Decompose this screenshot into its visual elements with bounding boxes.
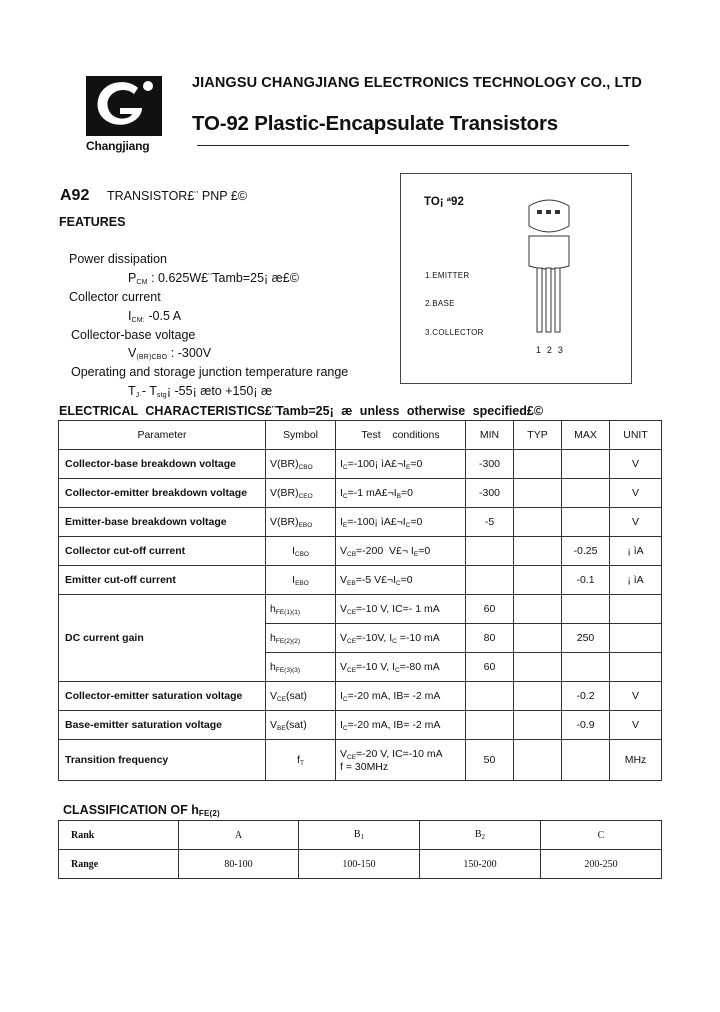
feature-label: Operating and storage junction temperature range <box>71 365 349 379</box>
condition-cell: IC=-1 mA£¬IB=0 <box>336 479 466 508</box>
header-cell: $B_1$ <box>299 821 420 850</box>
param-cell: Collector-base breakdown voltage <box>59 450 266 479</box>
feature-value: $V_{(BR)CBO}$ : -300V <box>128 346 212 361</box>
min-cell: 50 <box>466 740 514 781</box>
param-cell: Transition frequency <box>59 740 266 781</box>
document-title: TO-92 Plastic-Encapsulate Transistors <box>192 112 558 135</box>
unit-cell: ¡ ìA <box>610 537 662 566</box>
classification-table <box>58 820 662 879</box>
symbol-cell: IEBO <box>266 566 336 595</box>
classification-heading: CLASSIFICATION OF $h_{FE(2)}$ <box>63 803 220 818</box>
feature-label: Collector-base voltage <box>71 328 196 342</box>
symbol-cell: VBE(sat) <box>266 711 336 740</box>
symbol-cell: V(BR)EBO <box>266 508 336 537</box>
header-cell: $B_2$ <box>420 821 541 850</box>
part-number: A92 <box>60 187 90 204</box>
features-heading: FEATURES <box>59 215 126 229</box>
header-cell: Rank <box>59 821 179 850</box>
param-cell: Collector cut-off current <box>59 537 266 566</box>
symbol-cell: hFE(3)(3) <box>266 653 336 682</box>
table-row <box>59 566 662 595</box>
condition-cell: VCE=-10 V, IC=- 1 mA <box>336 595 466 624</box>
max-cell: -0.1 <box>562 566 610 595</box>
table-row <box>59 508 662 537</box>
symbol-cell: fT <box>266 740 336 781</box>
header-cell: A <box>179 821 299 850</box>
part-description: TRANSISTOR£¨ PNP £© <box>107 189 248 203</box>
min-cell <box>466 711 514 740</box>
unit-cell <box>610 624 662 653</box>
unit-cell: V <box>610 508 662 537</box>
table-header-row <box>59 821 662 850</box>
typ-cell <box>514 653 562 682</box>
table-header-row <box>59 421 662 450</box>
param-cell: Collector-emitter breakdown voltage <box>59 479 266 508</box>
max-cell: -0.9 <box>562 711 610 740</box>
typ-cell <box>514 566 562 595</box>
param-cell: Emitter cut-off current <box>59 566 266 595</box>
table-row <box>59 450 662 479</box>
pin-label-emitter: 1.EMITTER <box>425 271 470 280</box>
max-cell <box>562 595 610 624</box>
feature-value: $I_{CM:}$ -0.5 A <box>128 309 182 324</box>
header-cell: Symbol <box>266 421 336 450</box>
typ-cell <box>514 537 562 566</box>
condition-cell: VEB=-5 V£¬IC=0 <box>336 566 466 595</box>
symbol-cell: V(BR)CBO <box>266 450 336 479</box>
typ-cell <box>514 682 562 711</box>
unit-cell: V <box>610 479 662 508</box>
typ-cell <box>514 711 562 740</box>
min-cell: 80 <box>466 624 514 653</box>
max-cell: -0.25 <box>562 537 610 566</box>
to92-package-drawing <box>524 196 574 336</box>
unit-cell: V <box>610 682 662 711</box>
max-cell <box>562 740 610 781</box>
package-title: TO¡ ª92 <box>424 196 464 208</box>
typ-cell <box>514 595 562 624</box>
unit-cell: V <box>610 711 662 740</box>
max-cell <box>562 508 610 537</box>
table-row <box>59 740 662 781</box>
electrical-table <box>58 420 662 781</box>
table-row <box>59 711 662 740</box>
unit-cell: V <box>610 450 662 479</box>
param-cell: Base-emitter saturation voltage <box>59 711 266 740</box>
unit-cell: ¡ ìA <box>610 566 662 595</box>
feature-label: Power dissipation <box>69 252 167 266</box>
symbol-cell: ICBO <box>266 537 336 566</box>
header-cell: TYP <box>514 421 562 450</box>
row-label: Range <box>59 850 179 879</box>
param-cell: Emitter-base breakdown voltage <box>59 508 266 537</box>
range-cell: 150-200 <box>420 850 541 879</box>
symbol-cell: hFE(1)(1) <box>266 595 336 624</box>
param-cell: Collector-emitter saturation voltage <box>59 682 266 711</box>
max-cell <box>562 653 610 682</box>
header-cell: MAX <box>562 421 610 450</box>
symbol-cell: VCE(sat) <box>266 682 336 711</box>
table-row <box>59 595 662 624</box>
feature-value: $P_{CM}$ : 0.625W£¨Tamb=25¡ æ£© <box>128 271 299 286</box>
max-cell <box>562 450 610 479</box>
max-cell: 250 <box>562 624 610 653</box>
condition-cell: VCE=-20 V, IC=-10 mA f = 30MHz <box>336 740 466 781</box>
condition-cell: IE=-100¡ ìA£¬IC=0 <box>336 508 466 537</box>
header-cell: C <box>541 821 662 850</box>
condition-cell: IC=-20 mA, IB= -2 mA <box>336 711 466 740</box>
header-cell: UNIT <box>610 421 662 450</box>
typ-cell <box>514 740 562 781</box>
company-name: JIANGSU CHANGJIANG ELECTRONICS TECHNOLOGY CO., LTD <box>192 75 642 91</box>
max-cell <box>562 479 610 508</box>
table-row <box>59 850 662 879</box>
min-cell <box>466 537 514 566</box>
min-cell: 60 <box>466 595 514 624</box>
pin-label-base: 2.BASE <box>425 299 455 308</box>
header-cell: Test conditions <box>336 421 466 450</box>
min-cell <box>466 682 514 711</box>
electrical-heading: ELECTRICAL CHARACTERISTICS£¨Tamb=25¡ æ unless otherwise specified£© <box>59 404 544 418</box>
feature-value: $T_{J\cdot}-$ $T_{stg}¡$ -55¡ æto +150¡ æ <box>128 384 273 399</box>
max-cell: -0.2 <box>562 682 610 711</box>
unit-cell <box>610 595 662 624</box>
pin-numbers: 1 2 3 <box>536 345 564 355</box>
title-divider <box>197 145 629 146</box>
range-cell: 200-250 <box>541 850 662 879</box>
unit-cell <box>610 653 662 682</box>
table-row <box>59 682 662 711</box>
range-cell: 100-150 <box>299 850 420 879</box>
min-cell: -300 <box>466 450 514 479</box>
range-cell: 80-100 <box>179 850 299 879</box>
condition-cell: VCE=-10 V, IC=-80 mA <box>336 653 466 682</box>
condition-cell: VCE=-10V, IC =-10 mA <box>336 624 466 653</box>
param-cell: DC current gain <box>59 595 266 682</box>
condition-cell: IC=-100¡ ìA£¬IE=0 <box>336 450 466 479</box>
changjiang-logo <box>86 76 162 136</box>
symbol-cell: V(BR)CEO <box>266 479 336 508</box>
feature-label: Collector current <box>69 290 161 304</box>
symbol-cell: hFE(2)(2) <box>266 624 336 653</box>
typ-cell <box>514 508 562 537</box>
header-cell: Parameter <box>59 421 266 450</box>
typ-cell <box>514 479 562 508</box>
table-row <box>59 537 662 566</box>
typ-cell <box>514 450 562 479</box>
header-cell: MIN <box>466 421 514 450</box>
min-cell <box>466 566 514 595</box>
min-cell: -300 <box>466 479 514 508</box>
typ-cell <box>514 624 562 653</box>
unit-cell: MHz <box>610 740 662 781</box>
condition-cell: VCB=-200 V£¬ IE=0 <box>336 537 466 566</box>
table-row <box>59 479 662 508</box>
pin-label-collector: 3.COLLECTOR <box>425 328 484 337</box>
min-cell: -5 <box>466 508 514 537</box>
min-cell: 60 <box>466 653 514 682</box>
condition-cell: IC=-20 mA, IB= -2 mA <box>336 682 466 711</box>
logo-wordmark: Changjiang <box>86 139 150 153</box>
